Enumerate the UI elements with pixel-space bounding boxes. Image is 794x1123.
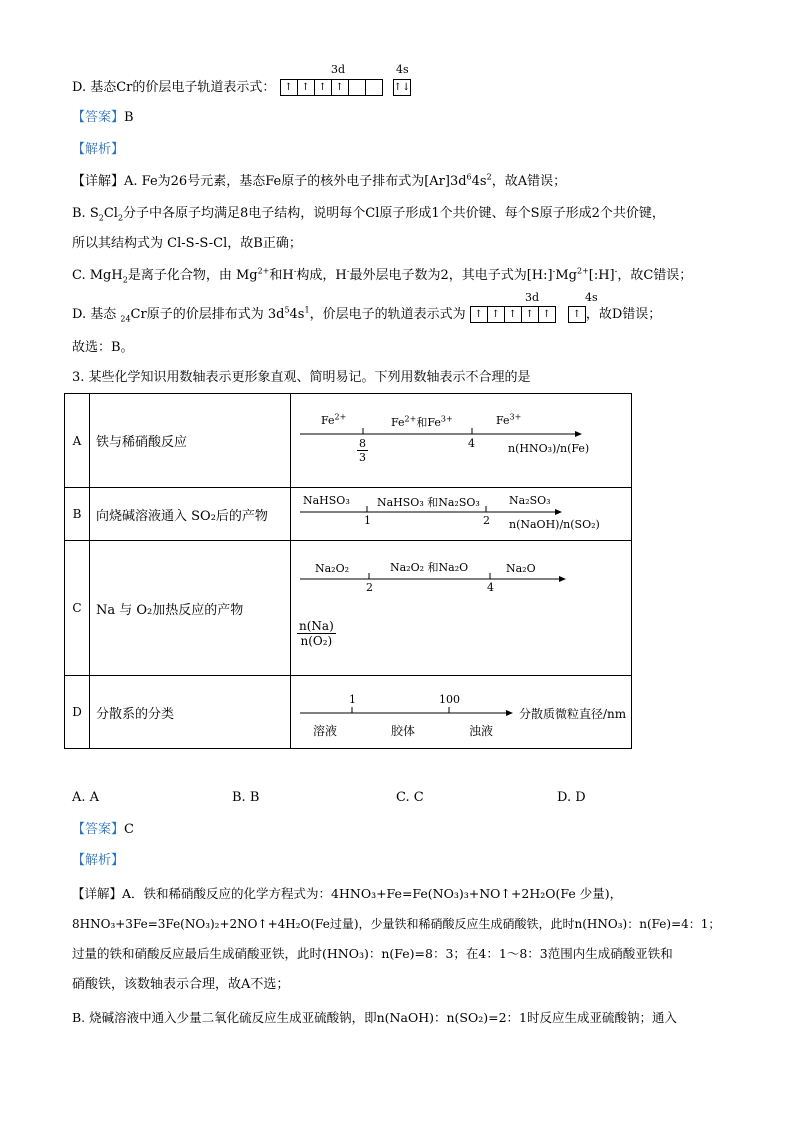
item-d-text: D. 基态Cr的价层电子轨道表示式： bbox=[72, 80, 276, 95]
orbital-box bbox=[349, 80, 366, 95]
orbital-4s-box: ↑ bbox=[568, 306, 586, 323]
axis-tick1: 2 bbox=[366, 581, 373, 594]
option-a: A. A bbox=[72, 790, 100, 805]
row-desc: 分散系的分类 bbox=[90, 676, 291, 749]
option-b: B. B bbox=[232, 790, 260, 805]
option-d: D. D bbox=[557, 790, 586, 805]
axis-seg1: NaHSO₃ bbox=[303, 494, 350, 507]
row-key: D bbox=[65, 676, 90, 749]
detail-b-line2: 所以其结构式为 Cl-S-S-Cl，故B正确； bbox=[72, 236, 302, 251]
question-3: 3. 某些化学知识用数轴表示更形象直观、简明易记。下列用数轴表示不合理的是 bbox=[72, 370, 531, 385]
axis-cell bbox=[291, 541, 632, 676]
axis-seg2: $Fe^{2+}$和$Fe^{3+}$ bbox=[391, 414, 453, 429]
axis-tick2: 100 bbox=[439, 693, 460, 706]
row-desc: Na 与 O₂加热反应的产物 bbox=[90, 541, 291, 676]
table-row bbox=[65, 394, 632, 488]
row-key: A bbox=[65, 394, 90, 488]
item-d-line bbox=[72, 78, 411, 98]
axis-seg1: Na₂O₂ bbox=[315, 562, 350, 575]
conclusion-1: 故选：B。 bbox=[72, 340, 134, 355]
option-c: C. C bbox=[396, 790, 424, 805]
orbital-4s-label: 4s bbox=[585, 291, 598, 304]
detail2-line2: 8HNO₃+3Fe=3Fe(NO₃)₂+2NO↑+4H₂O(Fe过量)，少量铁和稀硝酸反应生成硝酸铁，此时n(HNO₃)：n(Fe)=4：1； bbox=[72, 917, 721, 931]
orbital-4s-label: 4s bbox=[396, 63, 409, 76]
orbital-box: ↑ bbox=[332, 80, 349, 95]
axis-label: n(HNO₃)/n(Fe) bbox=[508, 442, 590, 455]
table-row bbox=[65, 676, 632, 749]
detail2-line5: B. 烧碱溶液中通入少量二氧化硫反应生成亚硫酸钠，即n(NaOH)：n(SO₂)=2：1时反应生成亚硫酸钠；通入 bbox=[72, 1010, 677, 1025]
axis-seg2: NaHSO₃ 和Na₂SO₃ bbox=[377, 496, 480, 509]
analysis-tag-2: 【解析】 bbox=[72, 853, 125, 868]
orbital-3d-label: 3d bbox=[331, 63, 346, 76]
orbital-3d-label: 3d bbox=[525, 291, 540, 304]
table-row bbox=[65, 488, 632, 541]
answer-2 bbox=[72, 820, 134, 840]
detail-d: D. 基态 $_{24}$Cr原子的价层排布式为 $3d^54s^1$，价层电子的轨道表示式为 ↑ ↑ ↑ ↑ ↑ ↑ ，故D错误； bbox=[72, 305, 662, 324]
axis-seg1: 溶液 bbox=[313, 724, 338, 738]
axis-tick1: 1 bbox=[364, 514, 371, 527]
axis-cell bbox=[291, 488, 632, 541]
row-desc: 铁与稀硝酸反应 bbox=[90, 394, 291, 488]
answer-tag: 【答案】 bbox=[72, 110, 125, 125]
axis-seg3: $Fe^{3+}$ bbox=[496, 412, 522, 427]
axis-cell bbox=[291, 394, 632, 488]
row-desc: 向烧碱溶液通入 SO₂后的产物 bbox=[90, 488, 291, 541]
detail-b-line1: B. $S_2Cl_2$分子中各原子均满足8电子结构，说明每个Cl原子形成1个共价键、每个S原子形成2个共价键， bbox=[72, 206, 665, 223]
answer-value: B bbox=[124, 110, 134, 125]
detail2-line3: 过量的铁和硝酸反应最后生成硝酸亚铁，此时(HNO₃)：n(Fe)=8：3；在4：1～8：3范围内生成硝酸亚铁和 bbox=[72, 946, 673, 961]
answer-tag: 【答案】 bbox=[72, 822, 125, 837]
orbital-4s-box bbox=[393, 79, 411, 96]
axis-label: 分散质微粒直径/nm bbox=[519, 707, 627, 721]
axis-seg2: Na₂O₂ 和Na₂O bbox=[390, 561, 469, 574]
orbital-box: ↑ bbox=[315, 80, 332, 95]
axis-tick2: 2 bbox=[483, 514, 490, 527]
orbital-box: ↑↓ bbox=[393, 82, 411, 93]
detail2-line4: 硝酸铁，该数轴表示合理，故A不选； bbox=[72, 977, 290, 992]
axis-tick2: 4 bbox=[468, 437, 475, 450]
axis-seg3: Na₂SO₃ bbox=[509, 494, 551, 507]
question-table bbox=[64, 393, 632, 749]
orbital-3d-boxes: ↑ ↑ ↑ ↑ ↑ bbox=[470, 306, 556, 323]
axis-tick1: $\frac{8}{3}$ bbox=[359, 437, 366, 464]
detail2-line1: 【详解】A．铁和稀硝酸反应的化学方程式为：4HNO₃+Fe=Fe(NO₃)₃+NO↑+2H₂O(Fe 少量)， bbox=[72, 886, 623, 901]
answer-value: C bbox=[124, 822, 134, 837]
axis-tick2: 4 bbox=[487, 581, 494, 594]
axis-seg3: Na₂O bbox=[506, 562, 536, 575]
axis-a bbox=[291, 394, 639, 488]
row-key: C bbox=[65, 541, 90, 676]
axis-label: n(NaOH)/n(SO₂) bbox=[509, 518, 600, 531]
detail-a: 【详解】A. Fe为26号元素，基态Fe原子的核外电子排布式为$[Ar]3d^64s^2$，故A错误； bbox=[72, 172, 567, 189]
orbital-box bbox=[366, 80, 382, 95]
orbital-3d-boxes bbox=[280, 79, 383, 96]
analysis-tag-1: 【解析】 bbox=[72, 142, 125, 157]
axis-seg1: $Fe^{2+}$ bbox=[321, 412, 347, 427]
orbital-box: ↑ bbox=[298, 80, 315, 95]
orbital-box: ↑ bbox=[281, 80, 298, 95]
table-row bbox=[65, 541, 632, 676]
axis-seg3: 浊液 bbox=[469, 724, 494, 738]
detail-c: C. MgH$_2$是离子化合物，由 $Mg^{2+}$和H-构成，H-最外层电子数为2，其电子式为$[H:]^-Mg^{2+}[:H]^-$，故C错误； bbox=[72, 266, 693, 285]
axis-tick1: 1 bbox=[349, 693, 356, 706]
axis-cell bbox=[291, 676, 632, 749]
axis-seg2: 胶体 bbox=[391, 724, 416, 738]
row-key: B bbox=[65, 488, 90, 541]
axis-label: $\frac{n(Na)}{\text{n(O₂)}}$ bbox=[299, 619, 334, 648]
answer-1 bbox=[72, 108, 134, 128]
